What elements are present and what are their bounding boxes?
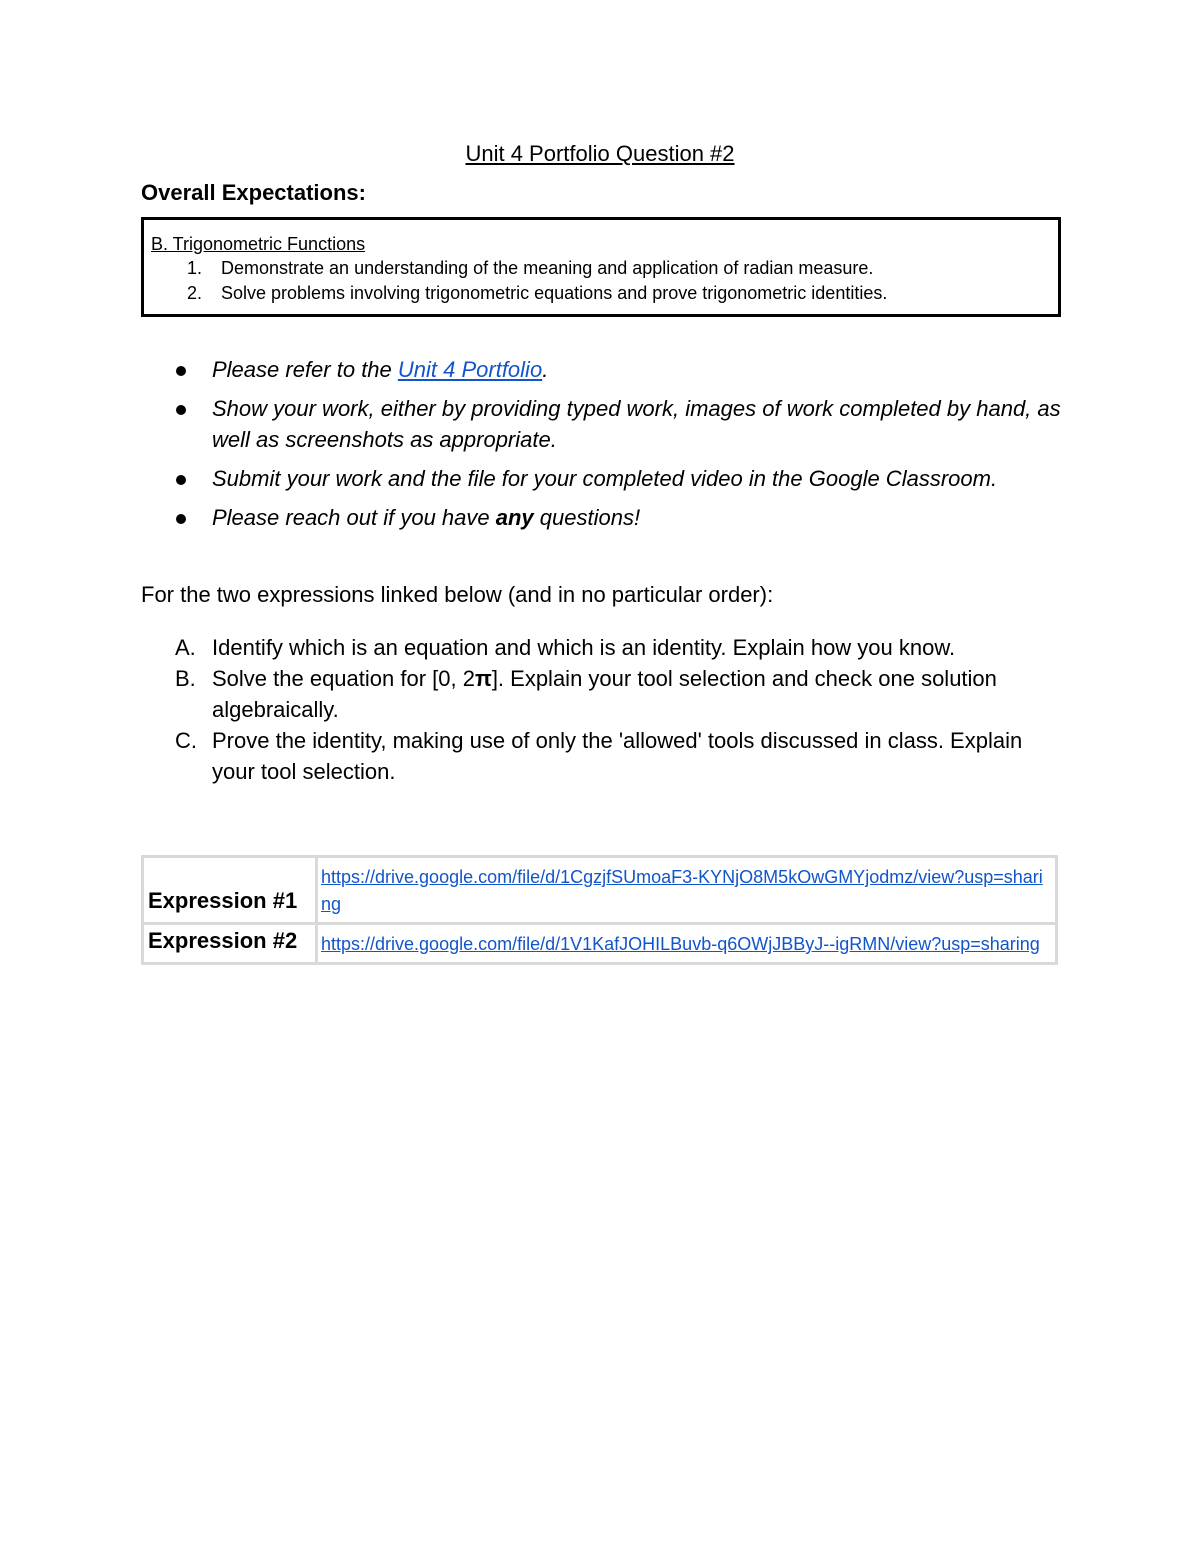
tasks-list [175,632,1065,787]
task-text: ]. Explain your tool selection and check one solution algebraically. [212,666,997,722]
expectation-number: 1. [187,258,203,278]
tasks-intro: For the two expressions linked below (and in no particular order): [141,582,774,607]
table-row [143,924,1057,964]
page-title: Unit 4 Portfolio Question #2 [465,141,735,166]
instruction-emphasis: any [495,505,534,530]
expression-2-link[interactable]: https://drive.google.com/file/d/1V1KafJOHILBuvb-q6OWjJBByJ--igRMN/view?usp=sharing [321,934,1040,954]
task-letter: C. [175,728,197,753]
task-text: Prove the identity, making use of only the 'allowed' tools discussed in class. Explain your tool selection. [212,728,1023,784]
expectation-number: 2. [187,283,203,303]
bullet-dot-icon [176,475,186,485]
expectation-item [187,283,887,304]
instruction-text: Please refer to the [212,357,398,382]
section-heading: Overall Expectations: [141,180,366,205]
task-text: Identify which is an equation and which is an identity. Explain how you know. [212,635,956,660]
expectation-text: Solve problems involving trigonometric equations and prove trigonometric identities. [221,283,888,303]
instruction-text: questions! [533,505,641,530]
expectations-box [141,217,1061,317]
task-text: Solve the equation for [0, 2 [212,666,475,691]
instruction-item [176,393,1066,455]
task-letter: B. [175,666,196,691]
bullet-dot-icon [176,405,186,415]
table-row [143,857,1057,924]
instruction-text: Submit your work and the file for your completed video in the Google Classroom. [212,466,998,491]
expression-label: Expression #1 [143,857,317,924]
bullet-dot-icon [176,366,186,376]
expectations-title: B. Trigonometric Functions [151,234,366,254]
instruction-item [176,354,1066,385]
instructions-list [176,354,1066,541]
unit-4-portfolio-link[interactable]: Unit 4 Portfolio [397,357,543,382]
instruction-item [176,502,1066,533]
expression-label: Expression #2 [143,924,317,964]
instruction-text: Please reach out if you have [212,505,496,530]
task-item [175,632,1065,663]
expression-url-cell [317,857,1057,924]
instruction-text: . [542,357,549,382]
instruction-text: Show your work, either by providing typed work, images of work completed by hand, as well as screenshots as appropriate. [212,396,1061,452]
instruction-item [176,463,1066,494]
task-item [175,725,1065,787]
expectation-item [187,258,873,279]
expressions-table [141,855,1058,965]
expression-url-cell [317,924,1057,964]
task-letter: A. [175,635,196,660]
expression-1-link[interactable]: https://drive.google.com/file/d/1CgzjfSUmoaF3-KYNjO8M5kOwGMYjodmz/view?usp=sharing [321,867,1043,914]
task-item [175,663,1065,725]
pi-symbol: π [474,666,492,691]
bullet-dot-icon [176,514,186,524]
expectation-text: Demonstrate an understanding of the meaning and application of radian measure. [221,258,874,278]
